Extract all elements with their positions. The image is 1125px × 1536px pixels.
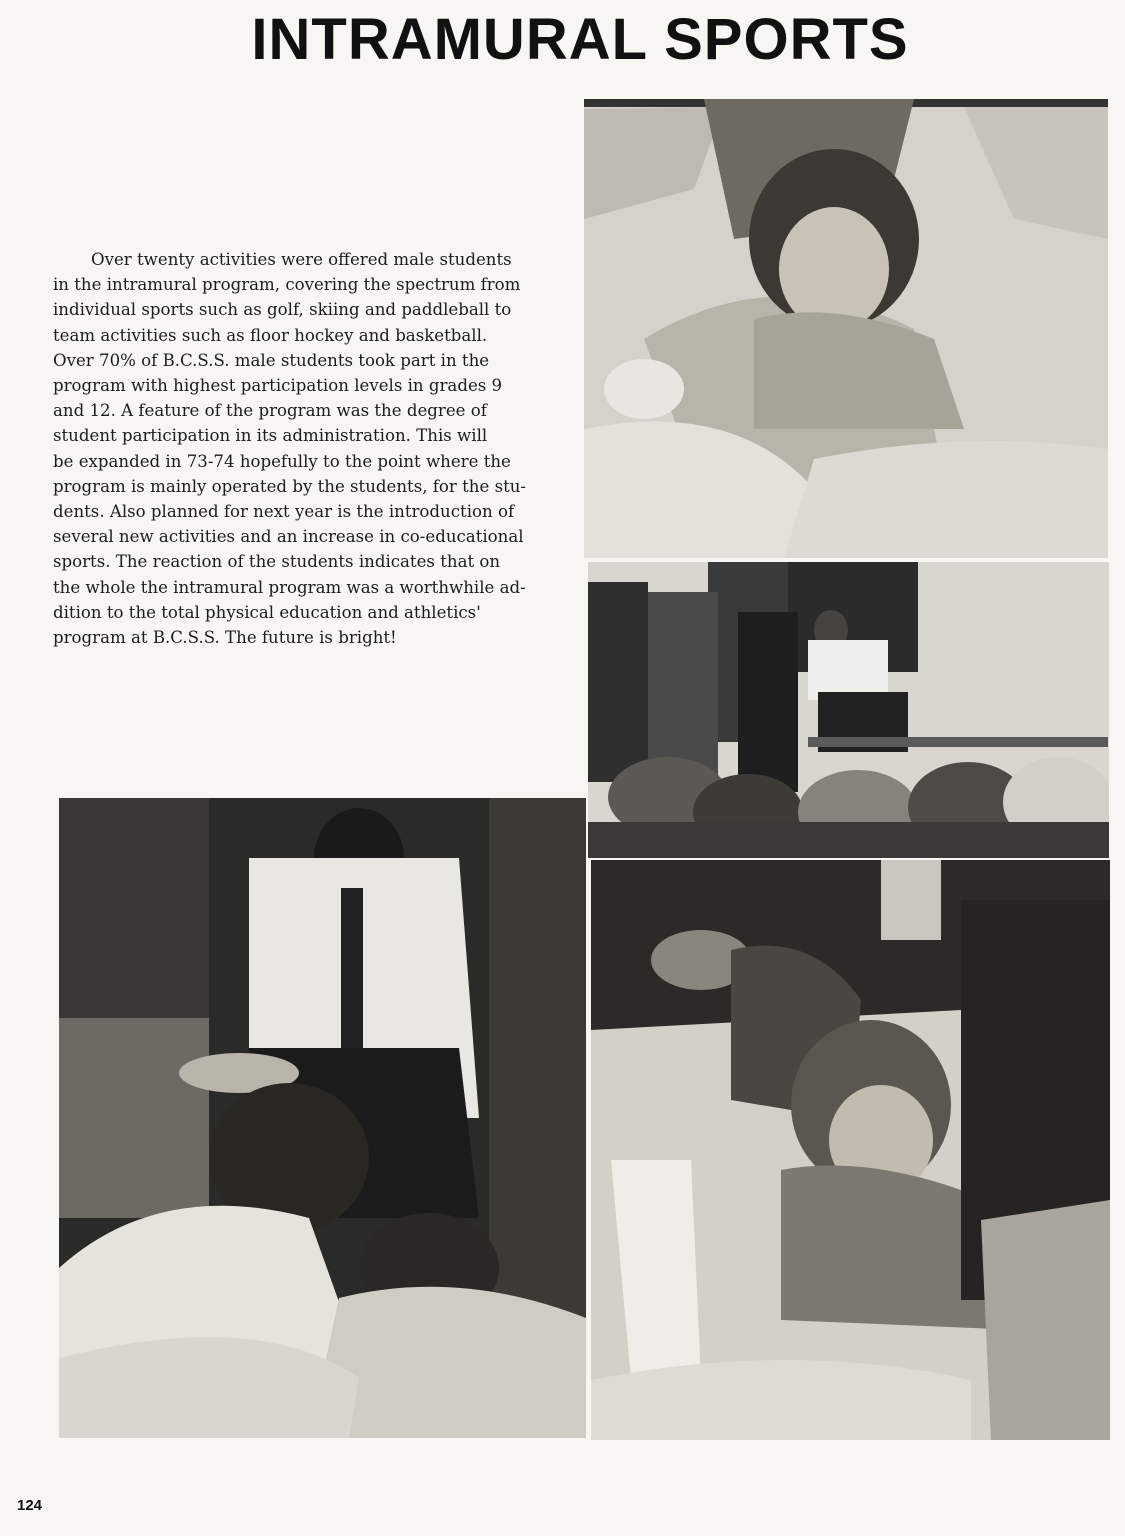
photo-referee-and-wrestlers [59, 798, 586, 1438]
article-line: and 12. A feature of the program was the degree of [53, 401, 487, 421]
article-line: the whole the intramural program was a worthwhile ad- [53, 577, 526, 597]
article-line: Over 70% of B.C.S.S. male students took part in the [53, 350, 490, 370]
article-line: several new activities and an increase in co-educational [53, 527, 524, 547]
article-line: program with highest participation levels in grades 9 [53, 376, 503, 396]
article-line: program at B.C.S.S. The future is bright! [53, 628, 397, 648]
photo-announcer [588, 562, 1109, 858]
photo-referee-and-wrestlers-image [59, 798, 586, 1438]
article-line: dents. Also planned for next year is the introduction of [53, 502, 515, 522]
article-line: be expanded in 73-74 hopefully to the point where the [53, 451, 511, 471]
article-line: dition to the total physical education and athletics' [53, 602, 481, 622]
article-body [53, 247, 545, 650]
article-line: program is mainly operated by the students, for the stu- [53, 476, 527, 496]
photo-announcer-image [588, 562, 1109, 858]
photo-boy-on-mat [584, 99, 1108, 558]
article-line: individual sports such as golf, skiing and paddleball to [53, 300, 512, 320]
article-line: team activities such as floor hockey and basketball. [53, 325, 488, 345]
photo-boy-arm-wrestling [591, 860, 1110, 1440]
page-title: INTRAMURAL SPORTS [251, 7, 909, 72]
article-line: student participation in its administration. This will [53, 426, 488, 446]
photo-boy-on-mat-image [584, 99, 1108, 558]
photo-boy-arm-wrestling-image [591, 860, 1110, 1440]
article-line: Over twenty activities were offered male students [91, 250, 512, 269]
article-line: sports. The reaction of the students indicates that on [53, 552, 501, 572]
page-number: 124 [17, 1497, 43, 1514]
article-line: in the intramural program, covering the spectrum from [53, 275, 521, 295]
